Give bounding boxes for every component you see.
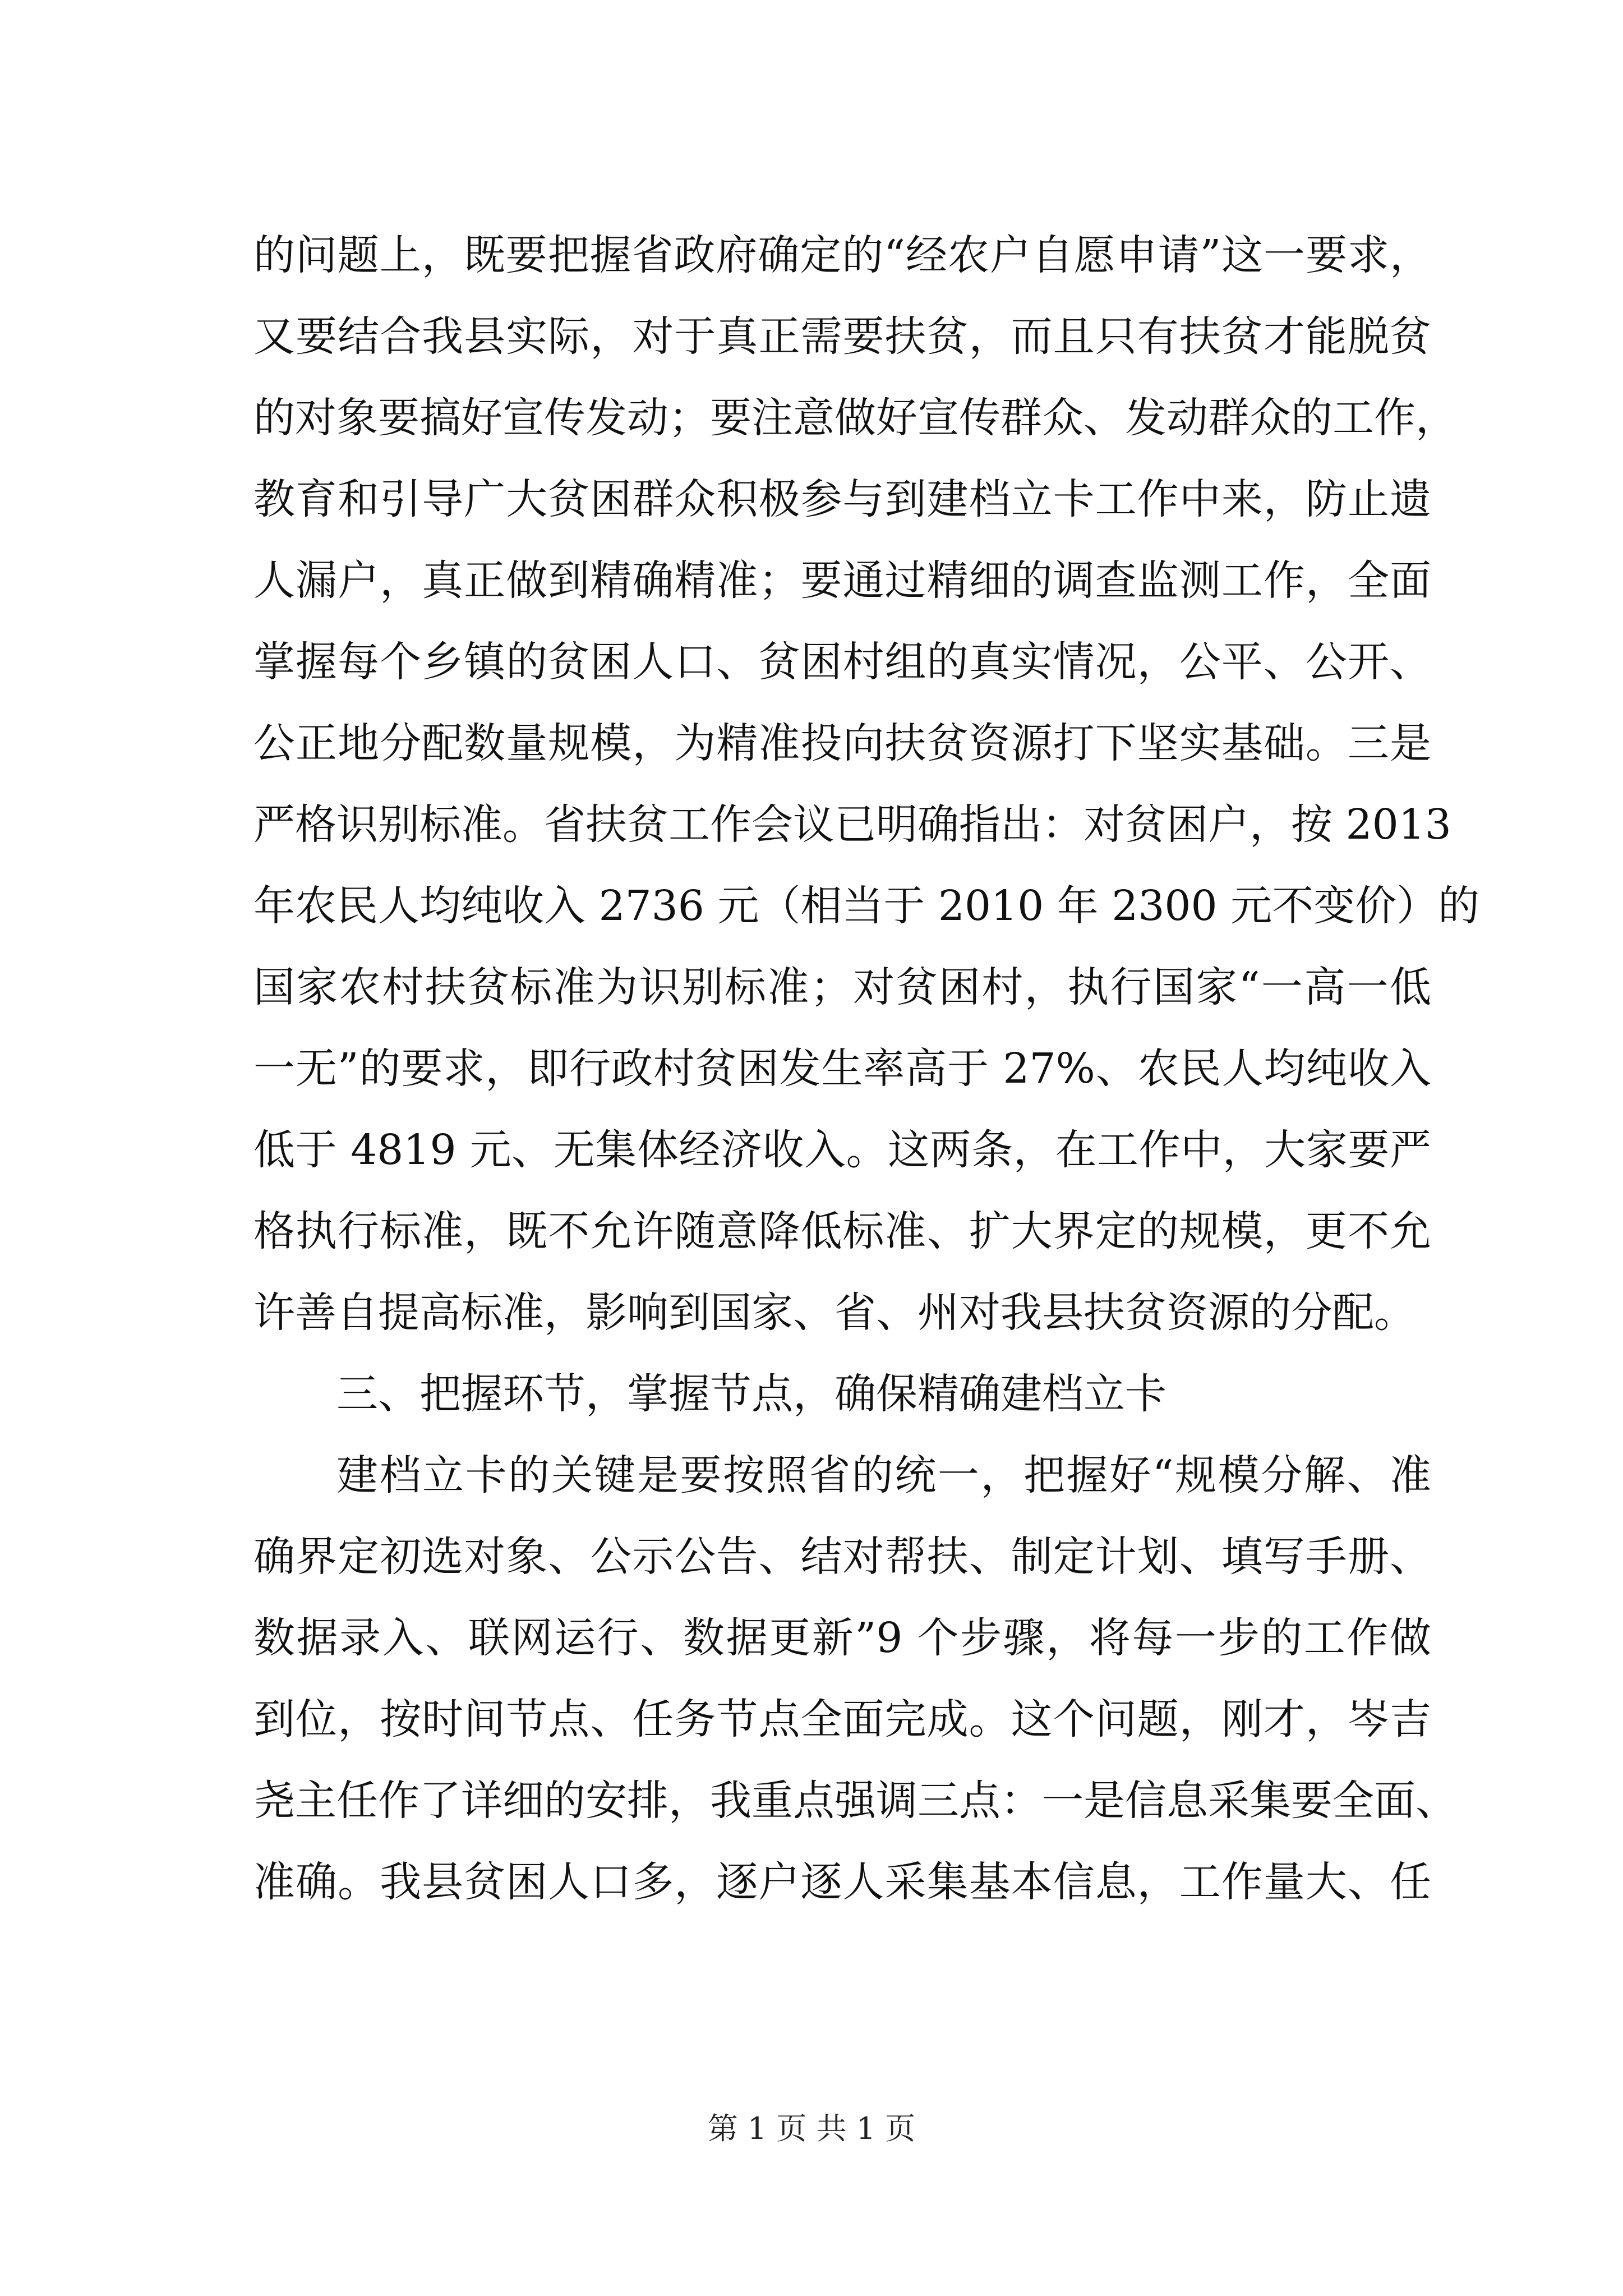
text-line: 数据录入、联网运行、数据更新”9 个步骤，将每一步的工作做 (253, 1614, 1431, 1662)
text-line: 确界定初选对象、公示公告、结对帮扶、制定计划、填写手册、 (253, 1533, 1431, 1581)
text-line: 国家农村扶贫标准为识别标准；对贫困村，执行国家“一高一低 (253, 963, 1431, 1011)
body-text (253, 215, 1480, 1923)
text-line: 一无”的要求，即行政村贫困发生率高于 27%、农民人均纯收入 (253, 1045, 1431, 1093)
text-line: 格执行标准，既不允许随意降低标准、扩大界定的规模，更不允 (253, 1207, 1431, 1255)
text-line: 教育和引导广大贫困群众积极参与到建档立卡工作中来，防止遗 (253, 475, 1431, 523)
text-line: 年农民人均纯收入 2736 元（相当于 2010 年 2300 元不变价）的 (253, 882, 1480, 930)
text-line: 到位，按时间节点、任务节点全面完成。这个问题，刚才，岑吉 (253, 1695, 1431, 1743)
text-line: 掌握每个乡镇的贫困人口、贫困村组的真实情况，公平、公开、 (253, 638, 1431, 686)
text-line: 人漏户，真正做到精确精准；要通过精细的调查监测工作，全面 (253, 556, 1431, 605)
text-line: 准确。我县贫困人口多，逐户逐人采集基本信息，工作量大、任 (253, 1858, 1431, 1906)
text-line: 建档立卡的关键是要按照省的统一，把握好“规模分解、准 (336, 1451, 1431, 1499)
text-line: 严格识别标准。省扶贫工作会议已明确指出：对贫困户，按 2013 (253, 800, 1451, 849)
text-line: 尧主任作了详细的安排，我重点强调三点：一是信息采集要全面、 (253, 1777, 1457, 1825)
text-line: 的问题上，既要把握省政府确定的“经农户自愿申请”这一要求， (253, 231, 1431, 279)
section-heading: 三、把握环节，掌握节点，确保精确建档立卡 (336, 1370, 1166, 1418)
text-line: 低于 4819 元、无集体经济收入。这两条，在工作中，大家要严 (253, 1126, 1431, 1174)
text-line: 许善自提高标准，影响到国家、省、州对我县扶贫资源的分配。 (253, 1289, 1415, 1337)
text-line: 又要结合我县实际，对于真正需要扶贫，而且只有扶贫才能脱贫 (253, 312, 1431, 361)
text-line: 的对象要搞好宣传发动；要注意做好宣传群众、发动群众的工作， (253, 394, 1457, 442)
page-footer: 第 1 页 共 1 页 (707, 2111, 916, 2146)
text-line: 公正地分配数量规模，为精准投向扶贫资源打下坚实基础。三是 (253, 719, 1431, 767)
